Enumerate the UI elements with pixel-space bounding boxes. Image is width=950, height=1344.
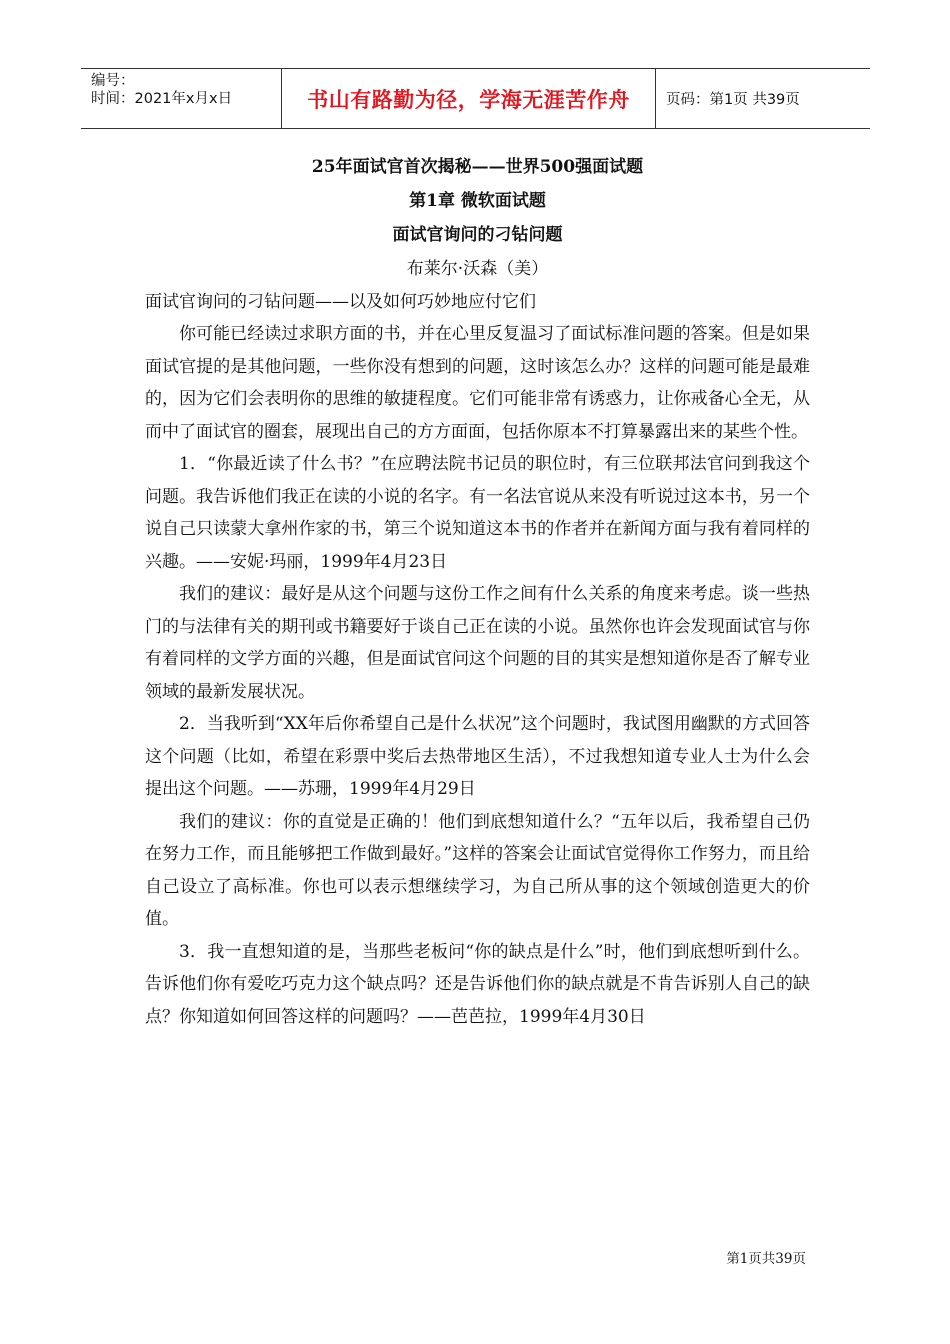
author-line: 布莱尔·沃森（美）	[406, 259, 549, 279]
page-footer: 第1页共39页	[726, 1251, 806, 1267]
document-header	[81, 68, 870, 129]
paragraph-advice-2: 我们的建议：你的直觉是正确的！他们到底想知道什么？“五年以后，我希望自己仍在努力工作，而且能够把工作做到最好。”这样的答案会让面试官觉得你工作努力，而且给自己设立了高标准。你也可以表示想继续学习，为自己所从事的这个领域创造更大的价值。	[145, 811, 810, 929]
title-section: 面试官询问的刁钻问题	[392, 225, 563, 245]
header-meta	[81, 69, 282, 128]
paragraph-advice-1: 我们的建议：最好是从这个问题与这份工作之间有什么关系的角度来考虑。谈一些热门的与法律有关的期刊或书籍要好于谈自己正在读的小说。虽然你也许会发现面试官与你有着同样的文学方面的兴趣，但是面试官问这个问题的目的其实是想知道你是否了解专业领域的最新发展状况。	[145, 584, 810, 702]
header-page-info: 页码：第1页 共39页	[666, 92, 800, 108]
paragraph-question-3: 3．我一直想知道的是，当那些老板问“你的缺点是什么”时，他们到底想听到什么。告诉他们你有爱吃巧克力这个缺点吗？还是告诉他们你的缺点就是不肯告诉别人自己的缺点？你知道如何回答这样的问题吗？——芭芭拉，1999年4月30日	[145, 941, 810, 1027]
paragraph-intro: 你可能已经读过求职方面的书，并在心里反复温习了面试标准问题的答案。但是如果面试官提的是其他问题，一些你没有想到的问题，这时该怎么办？这样的问题可能是最难的，因为它们会表明你的思维的敏捷程度。它们可能非常有诱惑力，让你戒备心全无，从而中了面试官的圈套，展现出自己的方方面面，包括你原本不打算暴露出来的某些个性。	[145, 324, 810, 442]
subtitle-line: 面试官询问的刁钻问题——以及如何巧妙地应付它们	[145, 292, 536, 312]
title-main: 25年面试官首次揭秘——世界500强面试题	[311, 157, 644, 177]
document-body	[145, 150, 810, 1033]
header-time-label: 时间：2021年x月x日	[91, 91, 233, 107]
paragraph-question-2: 2．当我听到“XX年后你希望自己是什么状况”这个问题时，我试图用幽默的方式回答这个问题（比如，希望在彩票中奖后去热带地区生活），不过我想知道专业人士为什么会提出这个问题。——苏珊，1999年4月29日	[145, 714, 810, 799]
paragraph-question-1: 1．“你最近读了什么书？”在应聘法院书记员的职位时，有三位联邦法官问到我这个问题。我告诉他们我正在读的小说的名字。有一名法官说从来没有听说过这本书，另一个说自己只读蒙大拿州作家的书，第三个说知道这本书的作者并在新闻方面与我有着同样的兴趣。——安妮·玛丽，1999年4月23日	[145, 454, 810, 572]
title-chapter: 第1章 微软面试题	[409, 191, 546, 211]
header-number-label: 编号：	[91, 73, 135, 89]
header-motto: 书山有路勤为径，学海无涯苦作舟	[282, 69, 656, 128]
